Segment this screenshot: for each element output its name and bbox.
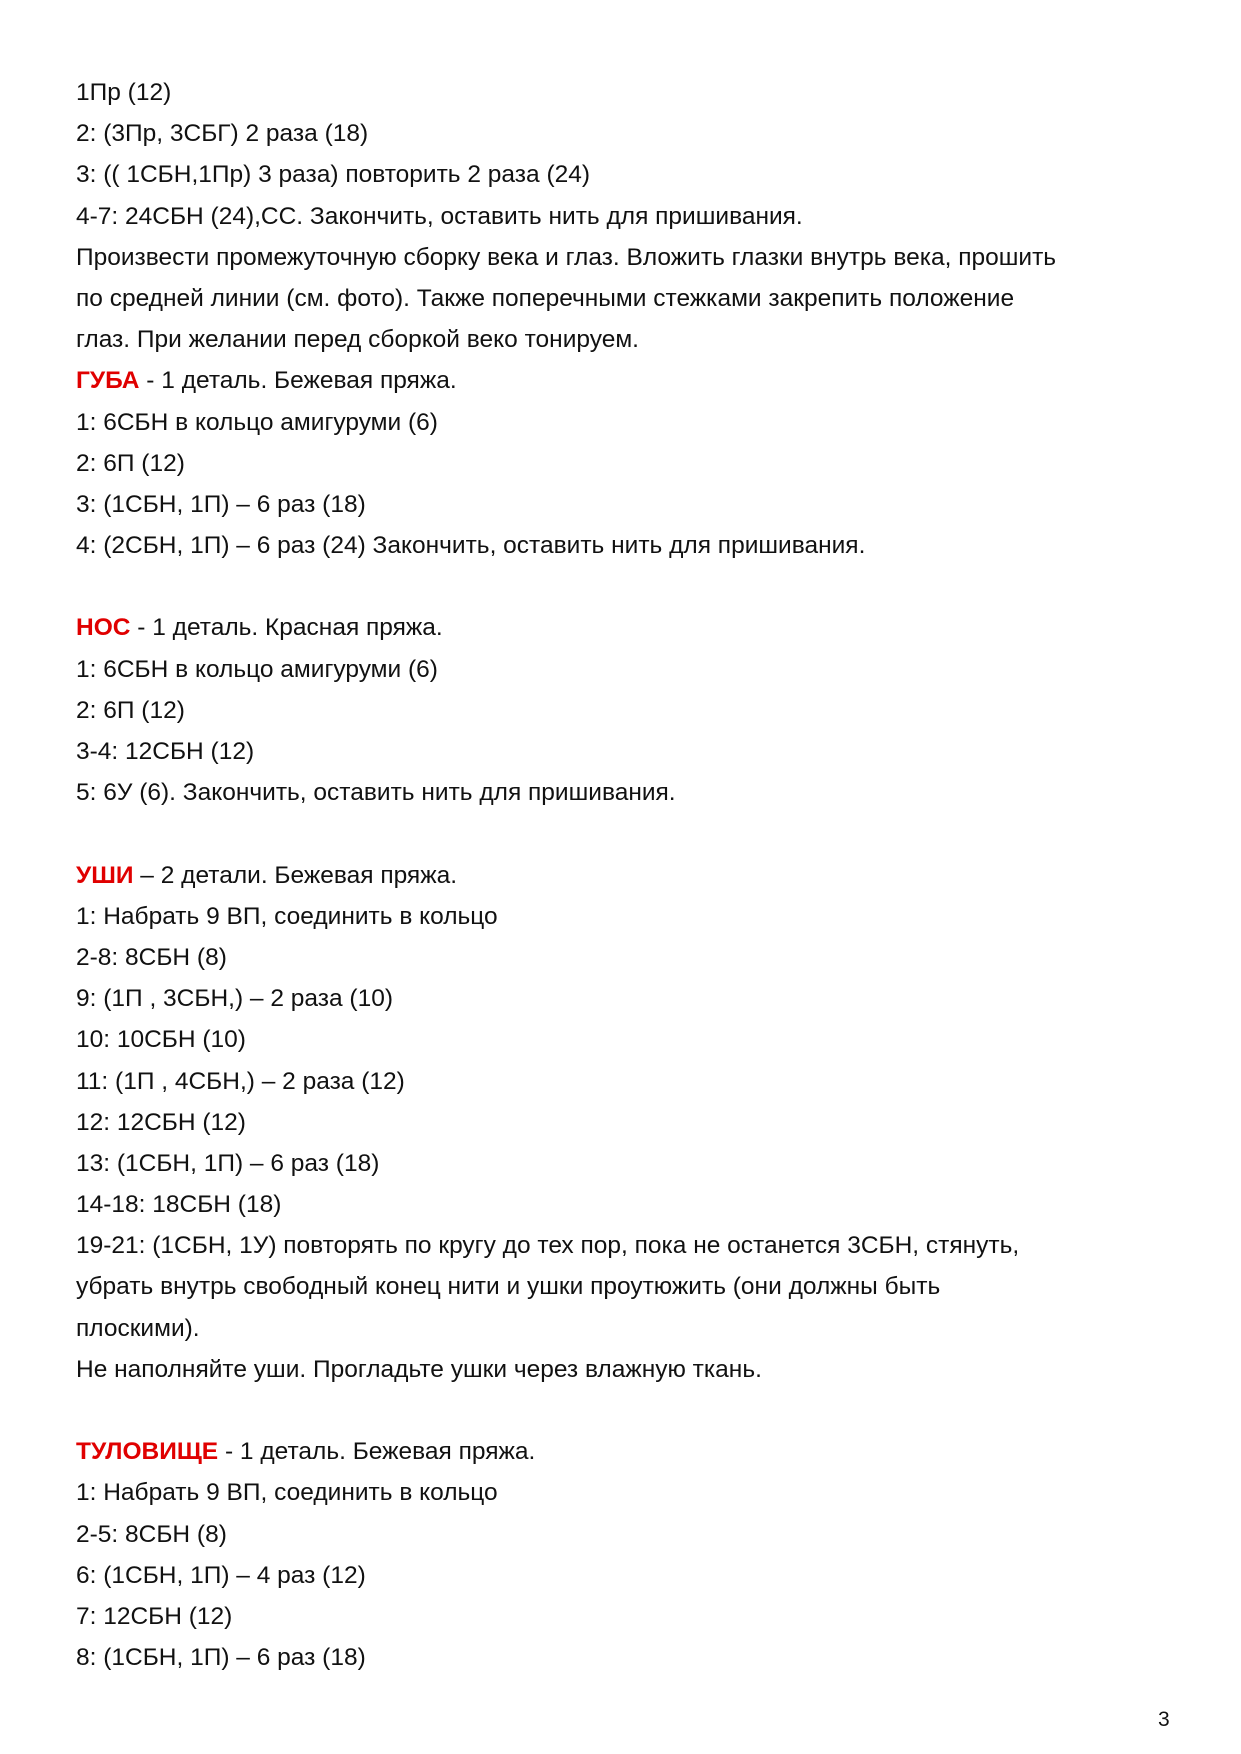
text-line: по средней линии (см. фото). Также поперечными стежками закрепить положение (76, 284, 1015, 312)
text-line: 1: Набрать 9 ВП, соединить в кольцо (76, 902, 498, 930)
section-subtitle: - 1 деталь. Бежевая пряжа. (139, 367, 457, 395)
text-line: 5: 6У (6). Закончить, оставить нить для пришивания. (76, 779, 676, 807)
text-line: 3: (( 1СБН,1Пр) 3 раза) повторить 2 раза (24) (76, 161, 591, 189)
section-heading-lip (76, 360, 1176, 401)
section-subtitle: - 1 деталь. Бежевая пряжа. (218, 1438, 536, 1466)
text-line: 19-21: (1СБН, 1У) повторять по кругу до тех пор, пока не останется 3СБН, стянуть, (76, 1232, 1020, 1260)
blank-line (76, 566, 1176, 607)
section-title: НОС (76, 614, 131, 642)
text-line: 2-5: 8СБН (8) (76, 1520, 227, 1548)
text-line: 9: (1П , 3СБН,) – 2 раза (10) (76, 985, 393, 1013)
text-line: 3-4: 12СБН (12) (76, 738, 255, 765)
section-subtitle: – 2 детали. Бежевая пряжа. (133, 861, 458, 889)
blank-line (76, 1390, 1176, 1431)
text-line: 2-8: 8СБН (8) (76, 943, 227, 971)
text-line: Не наполняйте уши. Прогладьте ушки через влажную ткань. (76, 1355, 762, 1383)
text-line: 1: Набрать 9 ВП, соединить в кольцо (76, 1479, 498, 1507)
text-line: 6: (1СБН, 1П) – 4 раз (12) (76, 1561, 366, 1589)
section-title: УШИ (76, 861, 134, 889)
section-heading-nose (76, 607, 1176, 648)
text-line: 7: 12СБН (12) (76, 1602, 233, 1630)
section-title: ГУБА (76, 367, 140, 395)
text-line: убрать внутрь свободный конец нити и ушки проутюжить (они должны быть (76, 1273, 941, 1301)
text-line: 13: (1СБН, 1П) – 6 раз (18) (76, 1149, 380, 1177)
text-line: 4: (2СБН, 1П) – 6 раз (24) Закончить, оставить нить для пришивания. (76, 532, 866, 560)
text-line: 2: 6П (12) (76, 449, 185, 477)
text-line: 1: 6СБН в кольцо амигуруми (6) (76, 408, 438, 436)
section-heading-ears (76, 855, 1176, 896)
text-line: глаз. При желании перед сборкой веко тонируем. (76, 326, 639, 354)
text-line: 14-18: 18СБН (18) (76, 1191, 282, 1219)
section-title: ТУЛОВИЩЕ (76, 1438, 219, 1466)
section-subtitle: - 1 деталь. Красная пряжа. (130, 614, 443, 642)
text-line: 1: 6СБН в кольцо амигуруми (6) (76, 655, 438, 683)
text-line: 11: (1П , 4СБН,) – 2 раза (12) (76, 1067, 405, 1095)
text-line: 1Пр (12) (76, 79, 172, 106)
text-line: 12: 12СБН (12) (76, 1108, 246, 1136)
document-body (76, 72, 1176, 1678)
section-heading-body (76, 1431, 1176, 1472)
text-line: плоскими). (76, 1314, 200, 1342)
text-line: 10: 10СБН (10) (76, 1026, 246, 1054)
text-line: 2: (3Пр, 3СБГ) 2 раза (18) (76, 120, 369, 148)
blank-line (76, 813, 1176, 854)
text-line: 2: 6П (12) (76, 696, 185, 724)
text-line: 3: (1СБН, 1П) – 6 раз (18) (76, 490, 366, 518)
text-line: 8: (1СБН, 1П) – 6 раз (18) (76, 1644, 366, 1672)
text-line: 4-7: 24СБН (24),СС. Закончить, оставить нить для пришивания. (76, 202, 803, 230)
page-number: 3 (1158, 1708, 1170, 1731)
text-line: Произвести промежуточную сборку века и глаз. Вложить глазки внутрь века, прошить (76, 243, 1057, 271)
